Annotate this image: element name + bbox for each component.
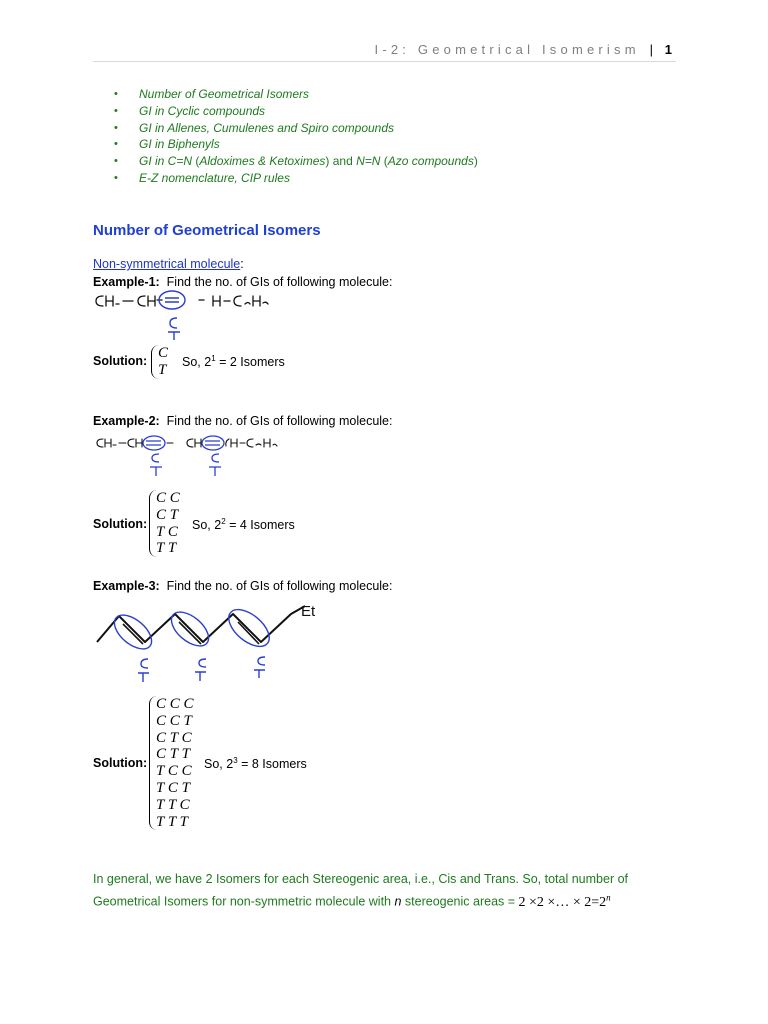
conclusion-prefix: Geometrical Isomers for non-symmetric molecule with [93, 894, 395, 909]
topic-text: GI in Cyclic compounds [139, 103, 266, 118]
header-title: I-2: Geometrical Isomerism [374, 42, 640, 57]
topic-item [112, 86, 478, 103]
combination-row: C T C [156, 729, 192, 746]
combination-row: T C [156, 523, 178, 540]
combination-row: T T T [156, 813, 188, 830]
example-3-prompt [93, 579, 392, 593]
combination-row: C T [156, 506, 179, 523]
result-suffix: = 8 Isomers [237, 757, 307, 772]
topic-text: GI in Allenes, Cumulenes and Spiro compounds [139, 120, 395, 135]
result-suffix: = 2 Isomers [215, 355, 285, 370]
example-3-result [204, 756, 307, 771]
bullet-icon: • [114, 138, 118, 151]
topic-text: N=N [356, 154, 381, 169]
bullet-icon: • [114, 88, 118, 100]
combination-row: C C C [156, 696, 194, 712]
example-1-combinations [151, 345, 168, 379]
topic-item [112, 153, 478, 170]
topic-item [112, 170, 478, 187]
header-separator: | [649, 42, 653, 57]
example-1-solution-label: Solution: [93, 354, 148, 368]
header-rule [93, 61, 676, 62]
combination-row: C T T [156, 746, 190, 763]
section-heading: Number of Geometrical Isomers [93, 222, 321, 239]
combination-row: T C C [156, 763, 192, 780]
example-3-combinations [149, 696, 194, 830]
topic-text: E-Z nomenclature, CIP rules [139, 170, 290, 185]
page-number: 1 [664, 42, 672, 57]
topic-text: GI in Biphenyls [139, 137, 220, 152]
formula [518, 892, 611, 910]
combination-row: T C T [156, 779, 190, 796]
combination-row: C C [156, 490, 180, 506]
combination-row: C [158, 345, 169, 361]
example-2-question: Find the no. of GIs of following molecule: [166, 414, 393, 428]
example-1-label: Example-1: [93, 275, 160, 289]
conclusion-suffix: stereogenic areas = [401, 894, 519, 909]
example-3-solution-label: Solution: [93, 756, 148, 770]
example-2-sketch [93, 432, 293, 482]
example-1-result [182, 354, 285, 369]
result-prefix: So, 2 [192, 518, 222, 533]
result-suffix: = 4 Isomers [225, 518, 295, 533]
bullet-icon: • [114, 104, 118, 117]
result-exponent: 1 [211, 354, 216, 363]
example-2-result [192, 517, 295, 532]
variable-n: n [394, 894, 402, 909]
topic-item [112, 120, 478, 137]
example-1-sketch [93, 288, 273, 340]
example-2-label: Example-2: [93, 414, 160, 428]
topic-text: Number of Geometrical Isomers [139, 87, 310, 101]
combination-row: T T C [156, 796, 190, 813]
example-3-label: Example-3: [93, 579, 160, 593]
formula-body: 2 ×2 ×… × 2=2 [518, 894, 607, 910]
example-1-prompt [93, 275, 392, 289]
combination-row: T [158, 361, 167, 378]
example-3-sketch [93, 598, 353, 688]
topic-list [112, 86, 478, 187]
topic-text: ) and [325, 154, 357, 169]
result-exponent: 3 [233, 756, 238, 765]
example-2-prompt [93, 414, 392, 428]
topic-item [112, 136, 478, 153]
non-symmetrical-link[interactable] [93, 257, 244, 271]
example-2-combinations [149, 490, 180, 557]
topic-text: GI in C=N [139, 154, 193, 169]
formula-exponent: n [606, 892, 611, 902]
example-3-question: Find the no. of GIs of following molecule: [166, 579, 393, 593]
topic-text: Azo compounds [387, 154, 474, 169]
link-colon: : [240, 257, 244, 271]
example-1-question: Find the no. of GIs of following molecule: [166, 275, 393, 289]
topic-text: ( [192, 154, 200, 169]
result-prefix: So, 2 [204, 757, 234, 772]
page-header [375, 42, 672, 57]
topic-text: Aldoximes & Ketoximes [199, 154, 326, 169]
combination-row: C C T [156, 712, 192, 729]
bullet-icon: • [114, 171, 118, 184]
link-text[interactable]: Non-symmetrical molecule [93, 257, 241, 271]
topic-item [112, 103, 478, 120]
topic-text: ( [380, 154, 388, 169]
result-exponent: 2 [221, 517, 226, 526]
result-prefix: So, 2 [182, 355, 212, 370]
example-2-solution-label: Solution: [93, 517, 148, 531]
bullet-icon: • [114, 155, 118, 168]
conclusion-line-2 [93, 888, 611, 912]
ethyl-label: Et [301, 603, 316, 620]
combination-row: T T [156, 540, 177, 557]
topic-text: ) [473, 154, 478, 169]
conclusion-line-1: In general, we have 2 Isomers for each Stereogenic area, i.e., Cis and Trans. So, total number of [93, 872, 629, 886]
bullet-icon: • [114, 121, 118, 134]
